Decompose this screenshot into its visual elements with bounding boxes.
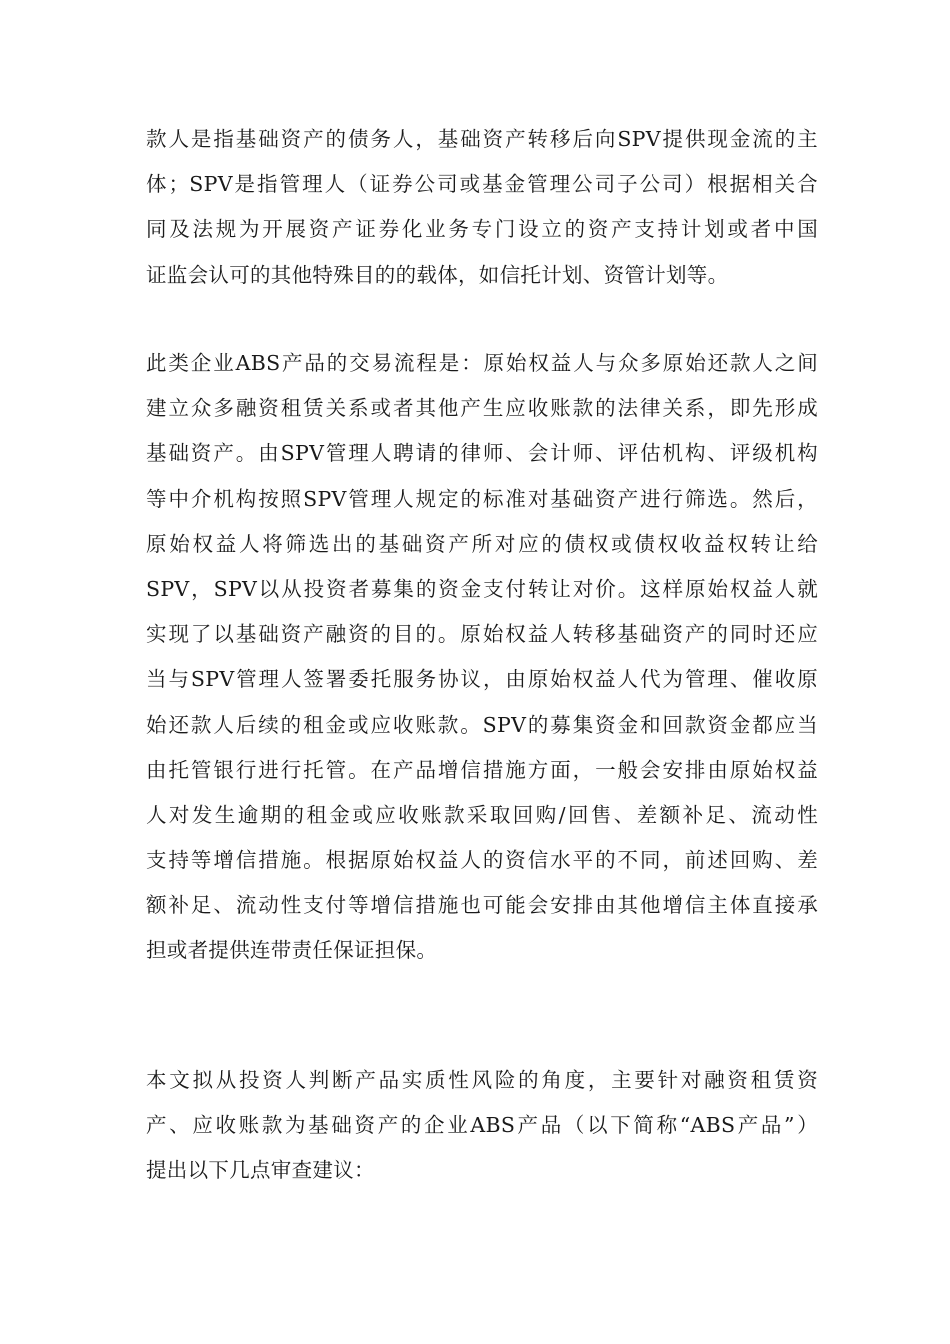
text-line: 此类企业ABS产品的交易流程是：原始权益人与众多原始还款人之间 <box>146 351 818 375</box>
text-line: 担或者提供连带责任保证担保。 <box>146 938 438 963</box>
paragraph-spv-definition <box>146 117 818 298</box>
text-line: 款人是指基础资产的债务人，基础资产转移后向SPV提供现金流的主 <box>146 127 818 151</box>
text-line: 本文拟从投资人判断产品实质性风险的角度，主要针对融资租赁资 <box>146 1068 818 1092</box>
text-line: 原始权益人将筛选出的基础资产所对应的债权或债权收益权转让给 <box>146 531 818 556</box>
text-line: 提出以下几点审查建议： <box>146 1158 375 1183</box>
text-line: 始还款人后续的租金或应收账款。SPV的募集资金和回款资金都应当 <box>146 712 818 737</box>
text-line: SPV，SPV以从投资者募集的资金支付转让对价。这样原始权益人就 <box>146 576 818 601</box>
text-line: 基础资产。由SPV管理人聘请的律师、会计师、评估机构、评级机构 <box>146 441 818 466</box>
text-line: 证监会认可的其他特殊目的的载体，如信托计划、资管计划等。 <box>146 262 729 287</box>
text-line: 人对发生逾期的租金或应收账款采取回购/回售、差额补足、流动性 <box>146 802 818 827</box>
text-line: 体；SPV是指管理人（证券公司或基金管理公司子公司）根据相关合 <box>146 172 818 197</box>
text-line: 等中介机构按照SPV管理人规定的标准对基础资产进行筛选。然后， <box>146 486 818 511</box>
paragraph-review-suggestions <box>146 1058 818 1194</box>
text-line: 产、应收账款为基础资产的企业ABS产品（以下简称“ABS产品”） <box>146 1113 818 1138</box>
text-line: 支持等增信措施。根据原始权益人的资信水平的不同，前述回购、差 <box>146 848 818 873</box>
text-line: 由托管银行进行托管。在产品增信措施方面，一般会安排由原始权益 <box>146 757 818 782</box>
text-line: 建立众多融资租赁关系或者其他产生应收账款的法律关系，即先形成 <box>146 396 818 421</box>
paragraph-transaction-process <box>146 341 818 974</box>
text-line: 同及法规为开展资产证券化业务专门设立的资产支持计划或者中国 <box>146 217 818 242</box>
text-line: 实现了以基础资产融资的目的。原始权益人转移基础资产的同时还应 <box>146 622 818 647</box>
text-line: 当与SPV管理人签署委托服务协议，由原始权益人代为管理、催收原 <box>146 667 818 692</box>
text-line: 额补足、流动性支付等增信措施也可能会安排由其他增信主体直接承 <box>146 893 818 918</box>
